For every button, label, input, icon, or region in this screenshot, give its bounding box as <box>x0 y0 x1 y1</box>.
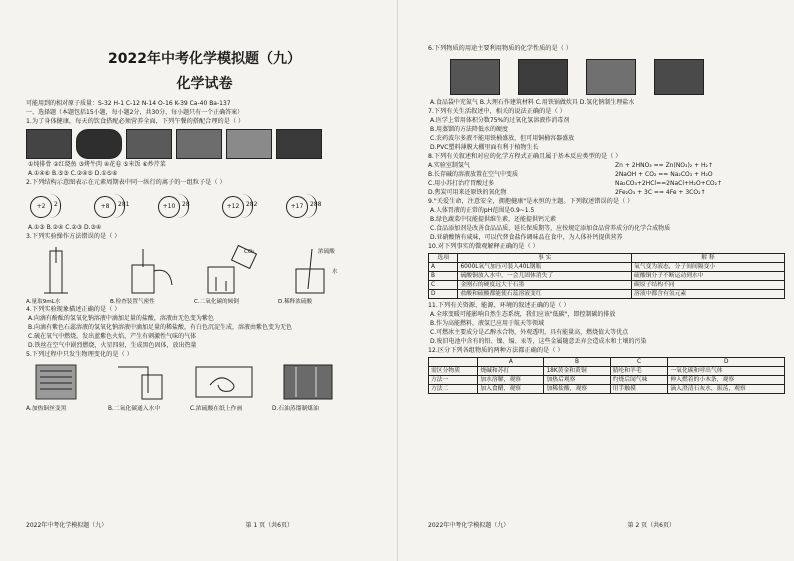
table-cell: 盐酸和硫酸都能使石蕊溶液变红 <box>458 290 632 299</box>
table-cell: 烧碱和苏打 <box>478 367 544 376</box>
footer-page: 第 1 页（共6页） <box>245 522 293 529</box>
q7-option-a: A.医学上常用体积分数75%的过氧化氢溶液作消毒剂 <box>430 117 570 124</box>
table-row <box>429 263 785 272</box>
atom-diagram <box>286 193 340 219</box>
footer-title: 2022年中考化学模拟题（九） <box>428 522 510 529</box>
electron-count: 288 <box>310 201 322 208</box>
atom-diagram <box>94 193 148 219</box>
table-row <box>429 385 785 394</box>
q9-option-a: A.人体胃液的正常的pH范围是0.9~1.5 <box>430 207 535 214</box>
table-row <box>429 367 785 376</box>
copper-wire-icon <box>26 363 98 401</box>
question-3: 3.下列实验操作方法错误的是（ ） <box>26 233 121 240</box>
q9-option-b: B.绿色蔬菜中仅能提供维生素，还能提供钙元素 <box>430 216 557 223</box>
question-2: 2.下列结构示意图表示在元素周期表中同一纵行的离子的一组粒子是（ ） <box>26 179 226 186</box>
question-12: 12.区分下列各组物质的两种方法都正确的是（ ） <box>428 347 564 354</box>
question-11: 11.下列有关资源、能源、环境的叙述正确的是（ ） <box>428 302 570 309</box>
table-cell: 事 实 <box>458 254 632 263</box>
question-7: 7.下列有关生活叙述中，相关的说法正确的是（ ） <box>428 108 566 115</box>
table-cell: 方法一 <box>429 376 478 385</box>
q1-food-photos <box>26 129 383 159</box>
table-cell: 选项 <box>429 254 458 263</box>
q3-experiment-figures <box>26 245 383 303</box>
exam-title: 2022年中考化学模拟题（九） <box>108 51 301 67</box>
atom-diagram <box>158 193 212 219</box>
q5-label-b: B.二氧化碳通入水中 <box>108 406 161 412</box>
table-cell: 6000L氧气加压可装入40L钢瓶 <box>458 263 632 272</box>
food-photo-3 <box>126 129 172 159</box>
table-cell: 需区分物质 <box>429 367 478 376</box>
q11-option-d: D.废旧电池中含有的铅、镍、镉、汞等，这些金属随意丢弃会造成水和土壤的污染 <box>430 338 647 345</box>
table-cell: 伸入燃着的小木条，观察 <box>668 376 785 385</box>
figure-b <box>108 363 180 401</box>
food-photo-6 <box>276 129 322 159</box>
table-cell: 方法二 <box>429 385 478 394</box>
electron-count: 281 <box>118 201 130 208</box>
q2-atom-diagrams <box>30 193 383 219</box>
q8-row-a <box>428 161 785 170</box>
q5-label-c: C.浓硫酸在纸上作画 <box>190 406 243 412</box>
question-9: 9."关爱生命，注意安全，拥抱健康"是永恒的主题。下列叙述错误的是（ ） <box>428 198 634 205</box>
q8-text: C.用小苏打治疗胃酸过多 <box>428 180 495 187</box>
q5-labels <box>26 403 383 412</box>
question-6: 6.下列物质的用途主要利用物质的化学性质的是（ ） <box>428 45 572 52</box>
exam-subtitle: 化学试卷 <box>176 76 233 92</box>
electron-count: 28 <box>182 201 190 208</box>
table-row <box>429 272 785 281</box>
electron-count: 2 <box>54 201 58 208</box>
table-cell: 加入食醋，观察 <box>478 385 544 394</box>
section-heading: 一、选择题（本题包括15小题，每小题2分，共30分，每小题只有一个正确答案） <box>26 109 244 116</box>
figure-c <box>190 363 262 401</box>
q4-option-c: C.硫在氧气中燃烧，发出蓝紫色火焰，产生有刺激性气味的气体 <box>28 333 197 340</box>
atomic-masses: 可能用到的相对原子质量：S-32 H-1 C-12 N-14 O-16 K-39 Ca-40 Ba-137 <box>26 100 231 107</box>
table-cell: 溶液中都含有氢元素 <box>632 290 785 299</box>
table-cell: 腈纶和羊毛 <box>610 367 668 376</box>
photo-marble <box>518 59 568 95</box>
q4-option-d: D.铁丝在空气中剧烈燃烧，火星四射，生成黑色固体，放出热量 <box>28 342 197 349</box>
q5-label-d: D.石油蒸馏制煤油 <box>272 406 319 412</box>
photo-food-bag <box>450 59 500 95</box>
right-footer <box>428 520 785 529</box>
table-cell: 18K黄金和黄铜 <box>544 367 610 376</box>
table-cell: D <box>668 358 785 367</box>
q4-option-b: B.向滴有紫色石蕊溶液的氢氧化钠溶液中滴加足量的稀盐酸，有白色沉淀生成，溶液由紫色变为无色 <box>28 324 293 331</box>
q8-equation: 2Fe₂O₃ + 3C == 4Fe + 3CO₂↑ <box>615 189 706 196</box>
table-cell: 一氧化碳和呼出气体 <box>668 367 785 376</box>
table-row <box>429 290 785 299</box>
water-note: 水 <box>332 269 338 275</box>
q5-label-a: A.加热铜丝变黑 <box>26 406 67 412</box>
table-cell: 氧气变为液态，分子间间隔变小 <box>632 263 785 272</box>
food-photo-2 <box>76 129 122 159</box>
beaker-candles-icon <box>194 245 270 303</box>
table-cell: 硫酸铜放入水中，一会儿固体消失了 <box>458 272 632 281</box>
q5-figures <box>26 363 383 401</box>
q8-text: A.实验室制氢气 <box>428 162 470 169</box>
q12-table <box>428 357 785 394</box>
table-cell: 滴入澄清石灰水，振荡，观察 <box>668 385 785 394</box>
table-cell: 加稀盐酸，观察 <box>544 385 610 394</box>
q7-option-b: B.用蒸馏的方法降低水的硬度 <box>430 126 509 133</box>
table-cell: 用手触摸 <box>610 385 668 394</box>
q6-options: A.食品袋中充氮气 B.大理石作建筑材料 C.用铁锅做炊具 D.氢化钠制生理盐水 <box>430 99 635 106</box>
nucleus-charge: +12 <box>222 196 244 218</box>
question-1: 1.为了身体健康，每天的饮食搭配必须营养全面，下列午餐的搭配合理的是（ ） <box>26 118 245 125</box>
q10-table <box>428 253 785 299</box>
co2-note: CO₂ <box>244 249 255 255</box>
q8-row-c <box>428 179 785 188</box>
q8-equation: Na₂CO₃+2HCl==2NaCl+H₂O+CO₂↑ <box>615 180 723 187</box>
gas-tube-icon <box>108 363 180 401</box>
nucleus-charge: +8 <box>94 196 116 218</box>
footer-page: 第 2 页（共6页） <box>627 522 675 529</box>
table-cell: B <box>429 272 458 281</box>
table-header <box>429 358 785 367</box>
table-cell: 解 释 <box>632 254 785 263</box>
question-10: 10.对下列事实的微观解释正确的是（ ） <box>428 243 539 250</box>
table-cell: 金刚石的硬度远大于石墨 <box>458 281 632 290</box>
q9-option-d: D.亚硝酸钠有咸味，可以代替食盐作调味品在食中，为人体补钙提供营养 <box>430 234 623 241</box>
experiment-a <box>26 245 102 303</box>
q11-option-c: C.可燃冰主要成分是乙醇水合物，外观透明，具有能量高，燃烧值大等优点 <box>430 329 629 336</box>
atom-diagram <box>30 193 84 219</box>
nucleus-charge: +17 <box>286 196 308 218</box>
table-cell: C <box>429 281 458 290</box>
table-cell: 硫酸铜分子不断运动到水中 <box>632 272 785 281</box>
table-row <box>429 376 785 385</box>
question-4: 4.下列实验现象描述正确的是（ ） <box>26 306 121 313</box>
table-cell: B <box>544 358 610 367</box>
q4-option-a: A.向滴有酚酞的氢氧化钠溶液中滴加足量的盐酸，溶液由无色变为紫色 <box>28 315 214 322</box>
food-photo-4 <box>176 129 222 159</box>
table-cell: 碳原子结构不同 <box>632 281 785 290</box>
measuring-cylinder-icon <box>26 245 102 303</box>
table-cell: A <box>429 263 458 272</box>
experiment-c-label: C.二氧化碳的倾倒 <box>194 299 239 305</box>
acid-note: 浓硫酸 <box>318 249 335 255</box>
table-cell: 加热后观察 <box>544 376 610 385</box>
q7-option-c: C.农药波尔多液不能用铁桶盛放，但可用铜桶容器盛放 <box>430 135 575 142</box>
experiment-c <box>194 245 270 303</box>
figure-d <box>272 363 344 401</box>
q2-options: A.①③ B.②④ C.②③ D.③④ <box>28 224 102 231</box>
question-8: 8.下列有关叙述和对应的化学方程式正确且属于基本反应类型的是（ ） <box>428 153 622 160</box>
table-cell <box>429 358 478 367</box>
q9-option-c: C.食品添加剂是改善食品品质、延长保质期等，应按规定添加食品营养成分的化学合成物质 <box>430 225 671 232</box>
photo-saline <box>654 59 704 95</box>
q8-row-b <box>428 170 785 179</box>
q1-items: ①炖排骨 ②红烧鱼 ③烤牛肉 ④花卷 ⑤米饭 ⑥炒芹菜 <box>28 161 166 168</box>
question-5: 5.下列过程中只发生物理变化的是（ ） <box>26 351 133 358</box>
footer-title: 2022年中考化学模拟题（九） <box>26 522 108 529</box>
table-cell: A <box>478 358 544 367</box>
photo-iron-pot <box>586 59 636 95</box>
electron-count: 282 <box>246 201 258 208</box>
q8-text: D.焦炭可用来还原铁的氧化物 <box>428 189 507 196</box>
experiment-d-label: D.稀释浓硫酸 <box>278 299 313 305</box>
q8-row-d <box>428 188 785 197</box>
left-footer <box>26 520 383 529</box>
q8-equation: 2NaOH + CO₂ == Na₂CO₃ + H₂O <box>615 171 713 178</box>
table-cell: 灼烧后闻气味 <box>610 376 668 385</box>
table-cell: C <box>610 358 668 367</box>
right-page <box>397 0 794 561</box>
flask-icon <box>110 245 186 303</box>
table-cell: 加水溶解，观察 <box>478 376 544 385</box>
experiment-d <box>278 245 354 303</box>
q11-option-b: B.作为高能燃料，液氢已应用于航天等领域 <box>430 320 545 327</box>
nucleus-charge: +10 <box>158 196 180 218</box>
food-photo-5 <box>226 129 272 159</box>
q8-text: B.长存碱的溶液放置在空气中变质 <box>428 171 519 178</box>
nucleus-charge: +2 <box>30 196 52 218</box>
experiment-b <box>110 245 186 303</box>
experiment-a-label: A.量取9mL水 <box>26 299 61 305</box>
q11-option-a: A.全球变暖可能影响自然生态系统，我们应该"低碳"，即控制碳的排放 <box>430 311 616 318</box>
oil-tower-icon <box>272 363 344 401</box>
q6-photos <box>450 59 785 95</box>
figure-a <box>26 363 98 401</box>
food-photo-1 <box>26 129 72 159</box>
q1-options: A.①④⑥ B.⑤③ C.②④⑤ D.①⑤⑥ <box>28 170 118 177</box>
paper-drawing-icon <box>190 363 262 401</box>
beaker-stir-icon <box>278 245 354 303</box>
table-header <box>429 254 785 263</box>
table-cell: D <box>429 290 458 299</box>
q8-equation: Zn + 2HNO₃ == Zn(NO₃)₂ + H₂↑ <box>615 162 713 169</box>
experiment-b-label: B.检查装置气密性 <box>110 299 155 305</box>
q7-option-d: D.PVC塑料薄膜大棚里面有利于植物生长 <box>430 144 539 151</box>
table-row <box>429 281 785 290</box>
atom-diagram <box>222 193 276 219</box>
